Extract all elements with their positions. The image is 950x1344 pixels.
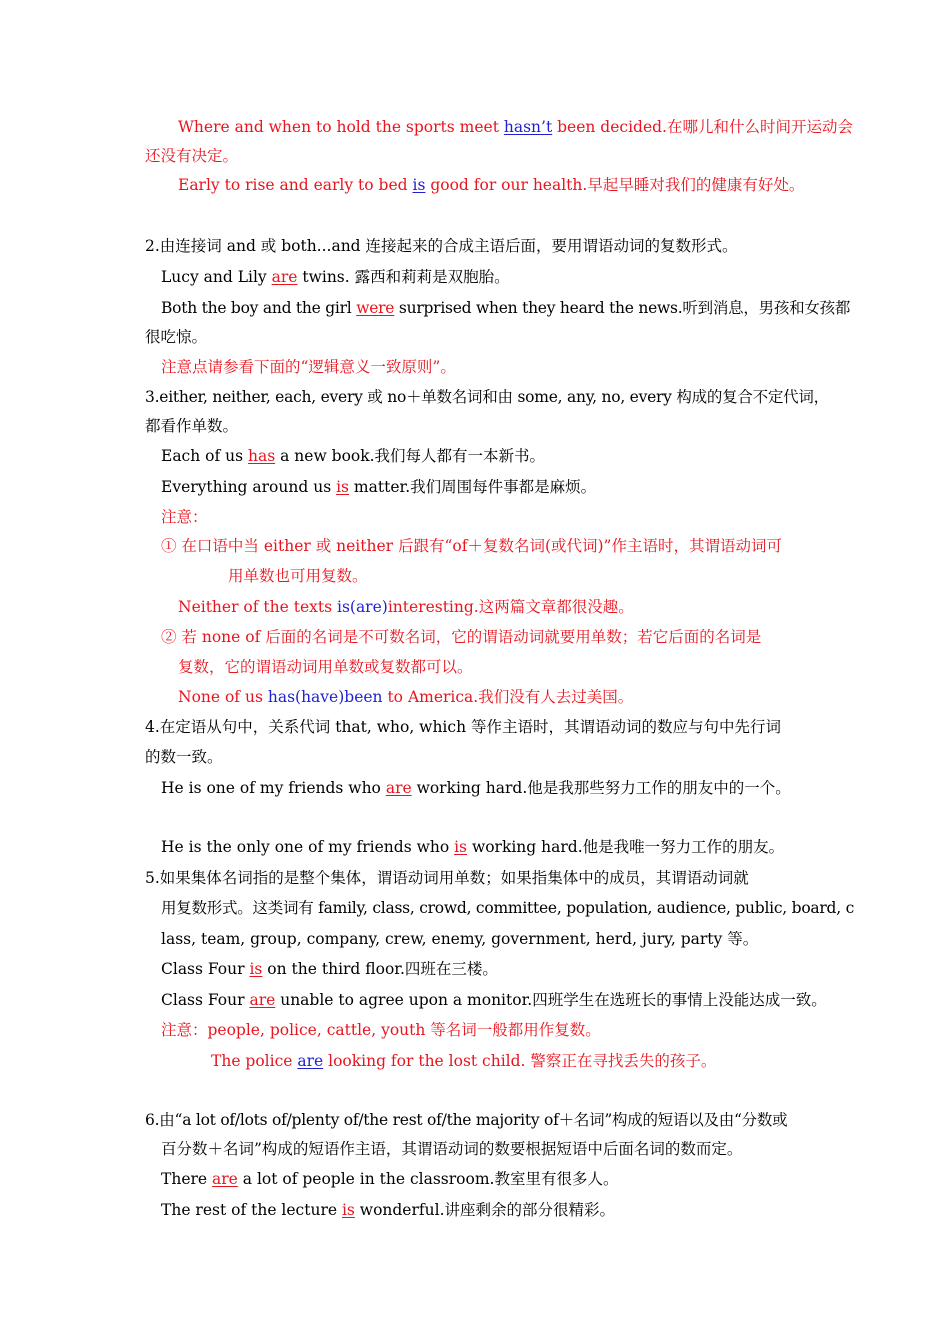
rule5-example-2: Class Four are unable to agree upon a monitor.四班学生在选班长的事情上没能达成一致。 — [161, 991, 827, 1009]
rule3-note-1: ① 在口语中当 either 或 neither 后跟有“of＋复数名词(或代词)”作主语时，其谓语动词可 — [161, 537, 782, 555]
verb-highlight: are — [297, 1052, 324, 1070]
verb-highlight: hasn’t — [503, 118, 553, 136]
rule2-example-1: Lucy and Lily are twins. 露西和莉莉是双胞胎。 — [161, 268, 510, 286]
verb-highlight: are — [385, 779, 412, 797]
verb-highlight: is — [249, 960, 263, 978]
rule3-note-1-cont: 用单数也可用复数。 — [228, 567, 368, 585]
rule3-note-1-example: Neither of the texts is(are)interesting.这两篇文章都很没趣。 — [178, 598, 634, 616]
verb-highlight: is — [412, 176, 426, 194]
rule4-example-1: He is one of my friends who are working hard.他是我那些努力工作的朋友中的一个。 — [161, 779, 791, 797]
rule2-example-2: Both the boy and the girl were surprised when they heard the news.听到消息，男孩和女孩都 — [161, 299, 851, 317]
rule3-example-2: Everything around us is matter.我们周围每件事都是麻烦。 — [161, 478, 597, 496]
verb-highlight: are — [249, 991, 276, 1009]
rule3-note-2-example: None of us has(have)been to America.我们没有人去过美国。 — [178, 688, 634, 706]
verb-highlight: is — [336, 478, 349, 496]
verb-highlight: is(are) — [336, 598, 388, 616]
rule3-heading: 3.either, neither, each, every 或 no＋单数名词和由 some, any, no, every 构成的复合不定代词， — [145, 388, 829, 406]
rule5-example-1: Class Four is on the third floor.四班在三楼。 — [161, 960, 498, 978]
rule6-example-2: The rest of the lecture is wonderful.讲座剩余的部分很精彩。 — [161, 1201, 615, 1219]
verb-highlight: has — [248, 447, 276, 465]
rule3-heading-cont: 都看作单数。 — [145, 417, 239, 435]
intro-line-2: 还没有决定。 — [145, 147, 239, 165]
intro-line-3: Early to rise and early to bed is good for our health.早起早睡对我们的健康有好处。 — [178, 176, 805, 194]
rule6-heading-cont: 百分数＋名词”构成的短语作主语，其谓语动词的数要根据短语中后面名词的数而定。 — [161, 1140, 743, 1158]
rule3-example-1: Each of us has a new book.我们每人都有一本新书。 — [161, 447, 546, 465]
rule2-note: 注意点请参看下面的“逻辑意义一致原则”。 — [161, 358, 456, 376]
rule2-example-2-cont: 很吃惊。 — [145, 328, 208, 346]
rule5-note-example: The police are looking for the lost child. 警察正在寻找丢失的孩子。 — [211, 1052, 717, 1070]
verb-highlight: is — [454, 838, 468, 856]
rule4-example-2: He is the only one of my friends who is working hard.他是我唯一努力工作的朋友。 — [161, 838, 785, 856]
verb-highlight: are — [271, 268, 298, 286]
rule2-heading: 2.由连接词 and 或 both...and 连接起来的合成主语后面，要用谓语动词的复数形式。 — [145, 237, 738, 255]
rule6-heading: 6.由“a lot of/lots of/plenty of/the rest of/the majority of＋名词”构成的短语以及由“分数或 — [145, 1111, 788, 1129]
rule5-heading-cont-1: 用复数形式。这类词有 family, class, crowd, committee, population, audience, public, board, c — [161, 899, 855, 917]
rule4-heading: 4.在定语从句中，关系代词 that, who, which 等作主语时，其谓语动词的数应与句中先行词 — [145, 718, 781, 736]
verb-highlight: were — [356, 299, 395, 317]
rule5-heading: 5.如果集体名词指的是整个集体，谓语动词用单数；如果指集体中的成员，其谓语动词就 — [145, 869, 749, 887]
rule4-heading-cont: 的数一致。 — [145, 748, 223, 766]
rule3-note-2: ② 若 none of 后面的名词是不可数名词，它的谓语动词就要用单数；若它后面的名词是 — [161, 628, 762, 646]
rule5-heading-cont-2: lass, team, group, company, crew, enemy, government, herd, jury, party 等。 — [161, 930, 759, 948]
rule3-note-label: 注意： — [161, 508, 208, 526]
verb-highlight: has(have)been — [267, 688, 383, 706]
verb-highlight: are — [212, 1170, 238, 1188]
rule3-note-2-cont: 复数，它的谓语动词用单数或复数都可以。 — [178, 658, 473, 676]
rule6-example-1: There are a lot of people in the classroom.教室里有很多人。 — [161, 1170, 619, 1188]
verb-highlight: is — [341, 1201, 355, 1219]
rule5-note: 注意：people, police, cattle, youth 等名词一般都用作复数。 — [161, 1021, 601, 1039]
intro-line-1: Where and when to hold the sports meet hasn’t been decided.在哪儿和什么时间开运动会 — [178, 118, 853, 136]
